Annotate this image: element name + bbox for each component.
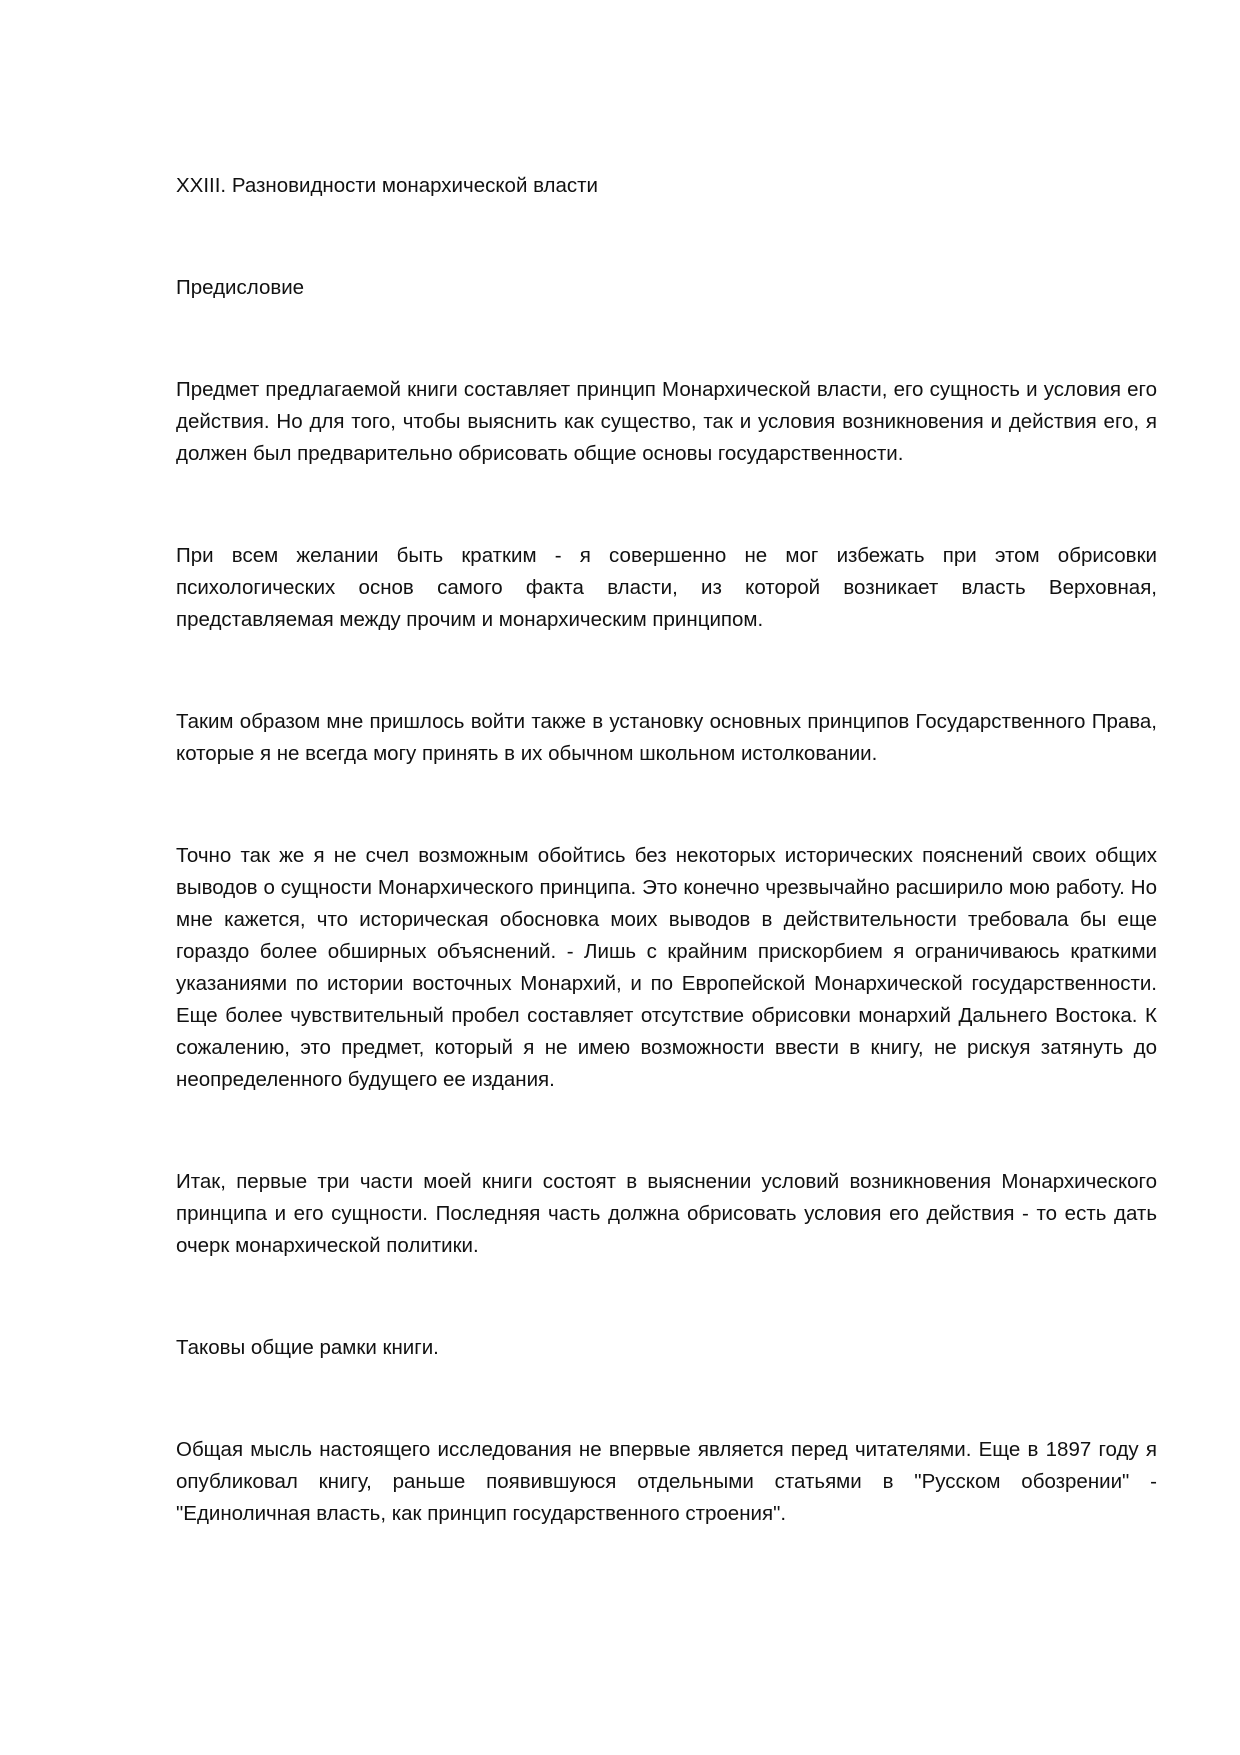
paragraph-6: Таковы общие рамки книги.: [176, 1336, 439, 1359]
paragraph-5: Итак, первые три части моей книги состоят в выяснении условий возникновения Монархического принципа и его сущности. Последняя часть должна обрисовать условия его действия - то есть дать очерк монархической политики.: [176, 1170, 1157, 1257]
paragraph-4: Точно так же я не счел возможным обойтись без некоторых исторических пояснений своих общих выводов о сущности Монархического принципа. Это конечно чрезвычайно расширило мою работу. Но мне кажется, что историческая обосновка моих выводов в действительности требовала бы еще гораздо более обширных объяснений. - Лишь с крайним прискорбием я ограничиваюсь краткими указаниями по истории восточных Монархий, и по Европейской Монархической государственности. Еще более чувствительный пробел составляет отсутствие обрисовки монархий Дальнего Востока. К сожалению, это предмет, который я не имею возможности ввести в книгу, не рискуя затянуть до неопределенного будущего ее издания.: [176, 844, 1157, 1091]
paragraph-2: При всем желании быть кратким - я совершенно не мог избежать при этом обрисовки психологических основ самого факта власти, из которой возникает власть Верховная, представляемая между прочим и монархическим принципом.: [176, 544, 1157, 631]
paragraph-1: Предмет предлагаемой книги составляет принцип Монархической власти, его сущность и условия его действия. Но для того, чтобы выяснить как существо, так и условия возникновения и действия его, я должен был предварительно обрисовать общие основы государственности.: [176, 378, 1157, 465]
section-title: Предисловие: [176, 276, 305, 299]
paragraph-7: Общая мысль настоящего исследования не впервые является перед читателями. Еще в 1897 году я опубликовал книгу, раньше появившуюся отдельными статьями в "Русском обозрении" - "Единоличная власть, как принцип государственного строения".: [176, 1438, 1157, 1525]
paragraph-3: Таким образом мне пришлось войти также в установку основных принципов Государственного Права, которые я не всегда могу принять в их обычном школьном истолковании.: [176, 710, 1157, 765]
chapter-title: XXIII. Разновидности монархической власти: [176, 174, 598, 197]
